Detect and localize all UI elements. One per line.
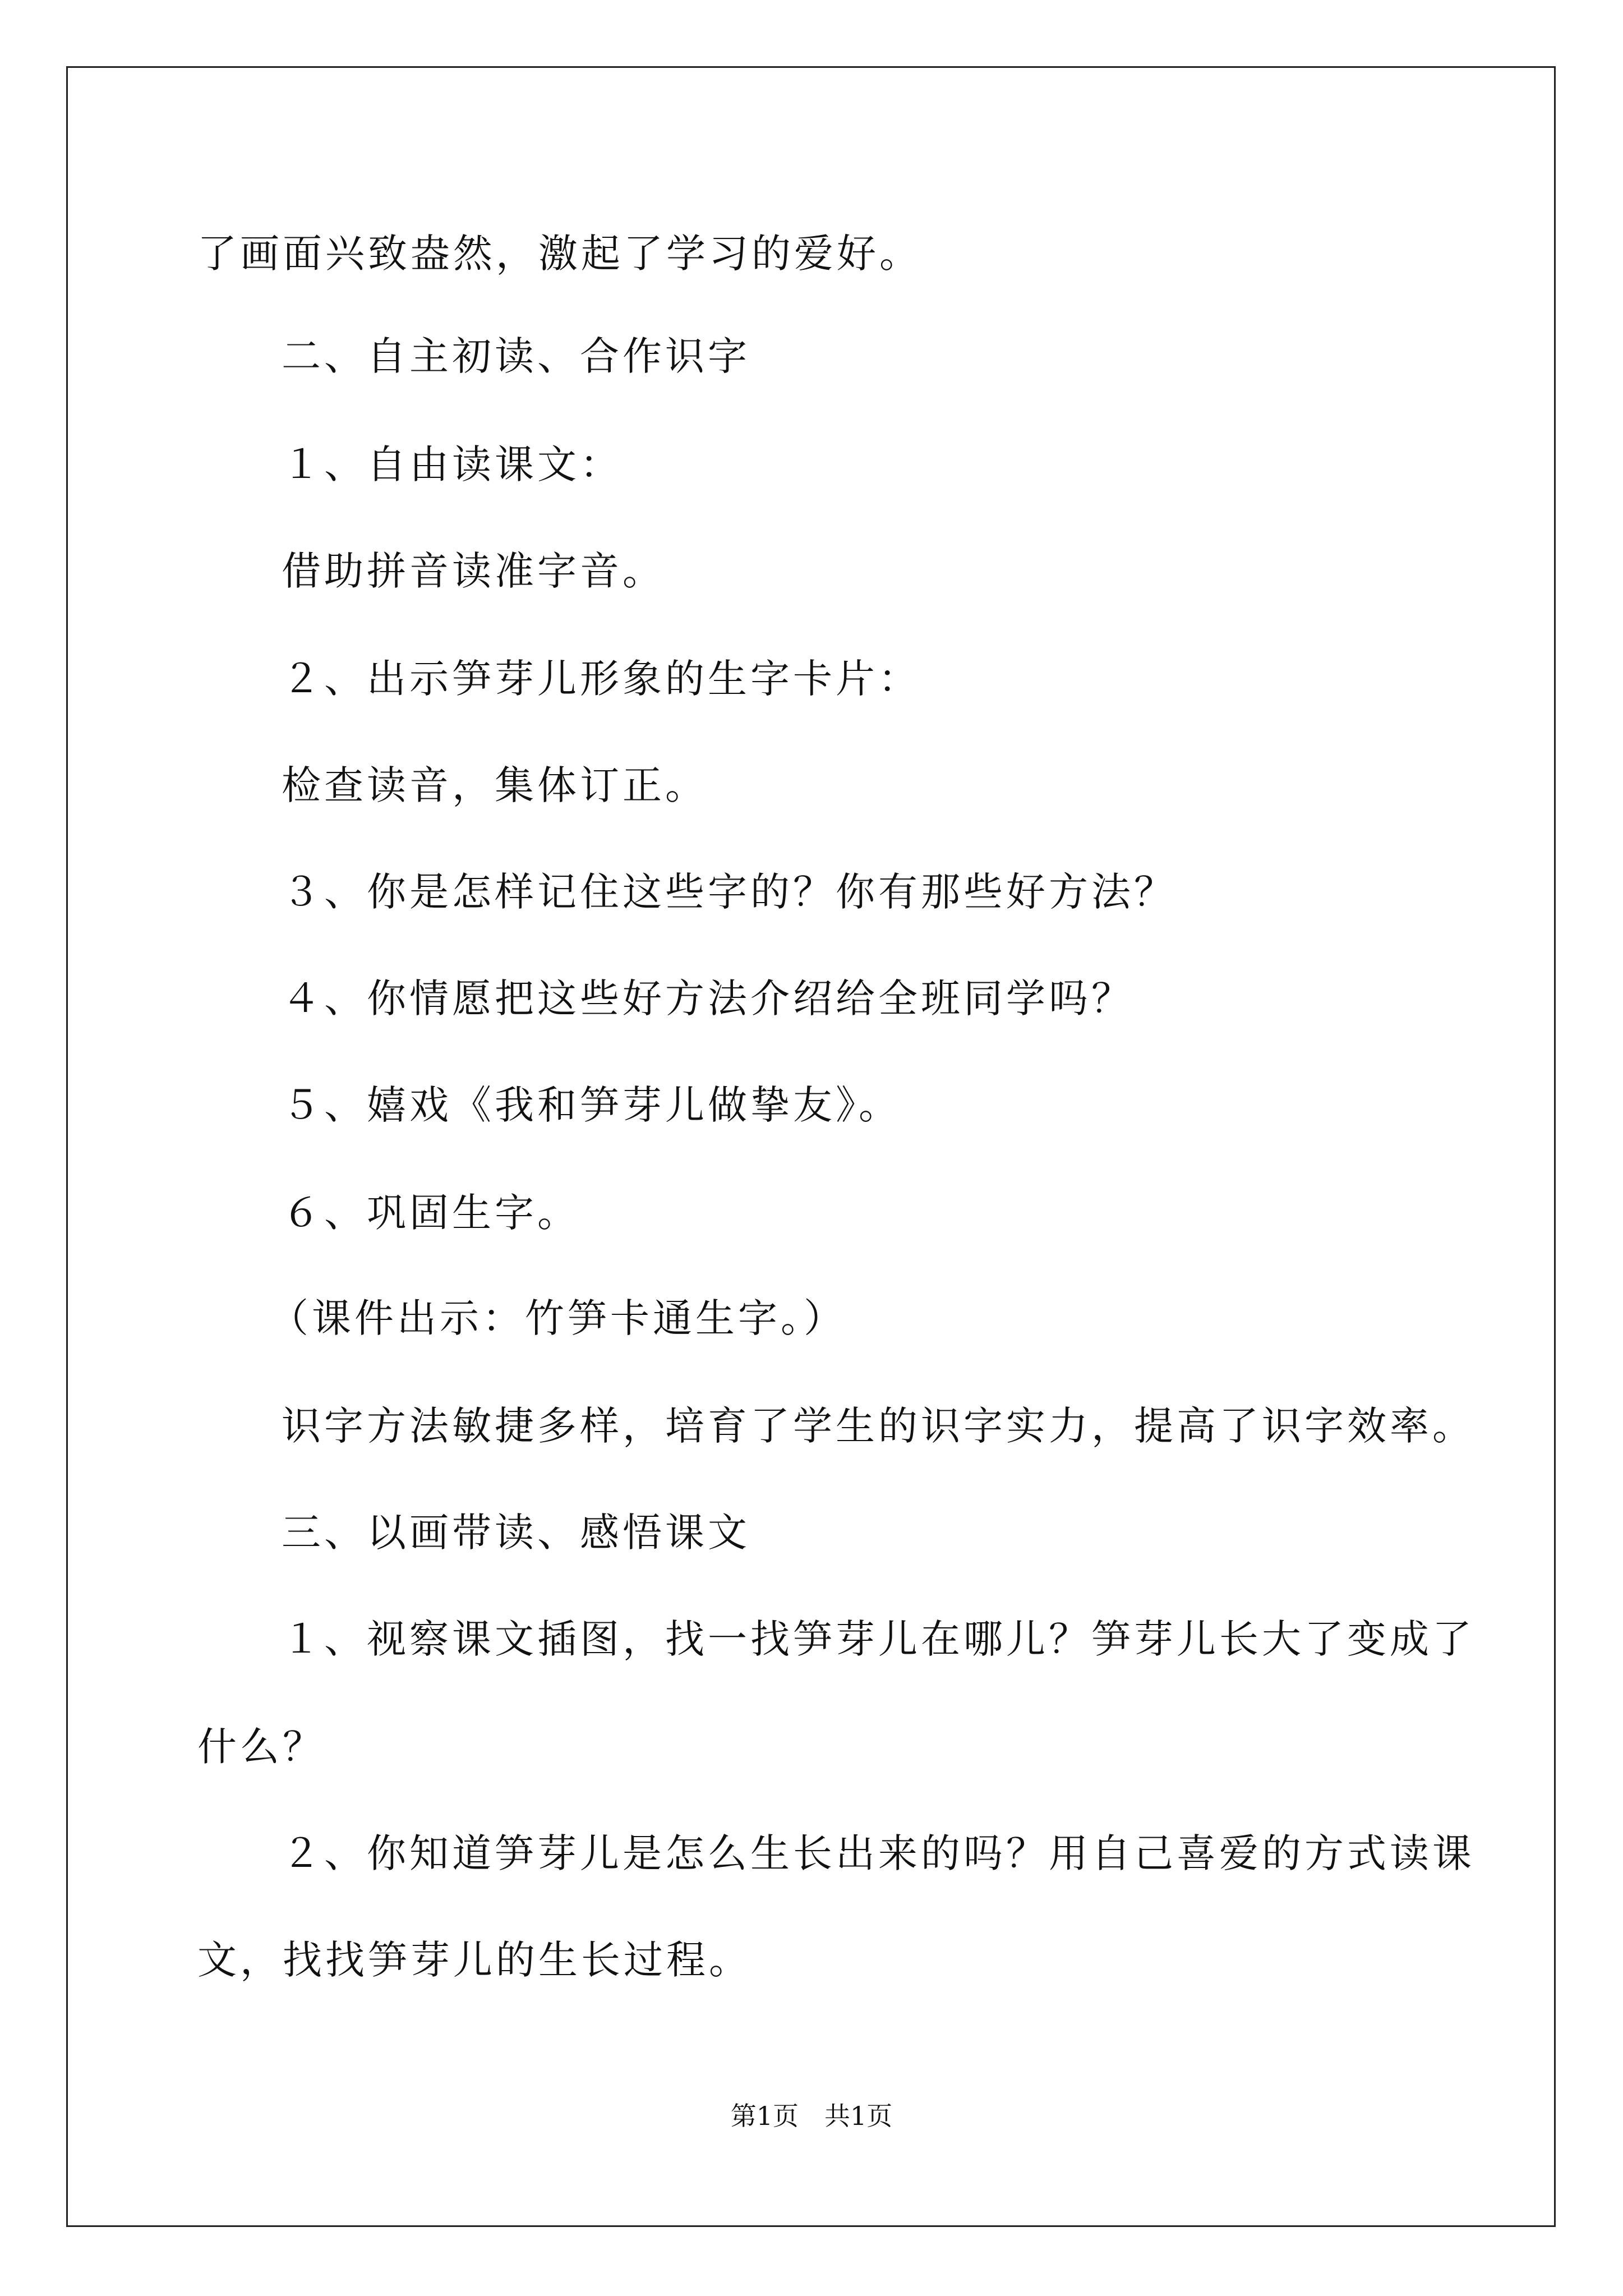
page-number: 第1页 共1页 (730, 2101, 893, 2131)
list-item: ２、你知道笋芽儿是怎么生长出来的吗？用自己喜爱的方式读课 (282, 1830, 1475, 1876)
list-item-continuation: 文，找找笋芽儿的生长过程。 (197, 1937, 751, 1983)
list-item: ２、出示笋芽儿形象的生字卡片： (282, 656, 921, 702)
list-item: ３、你是怎样记住这些字的？你有那些好方法？ (282, 869, 1177, 915)
list-item: ６、巩固生字。 (282, 1190, 580, 1236)
list-item: ５、嬉戏《我和笋芽儿做挚友》。 (282, 1082, 901, 1128)
list-item: １、自由读课文： (282, 441, 623, 487)
list-item-continuation: 什么？ (197, 1724, 325, 1770)
section-heading: 三、以画带读、感悟课文 (282, 1510, 750, 1556)
paragraph: 了画面兴致盎然，激起了学习的爱好。 (197, 231, 922, 277)
section-heading: 二、自主初读、合作识字 (282, 333, 750, 379)
paragraph: 借助拼音读准字音。 (282, 548, 665, 594)
page-border (66, 66, 1556, 2227)
list-item: ４、你情愿把这些好方法介绍给全班同学吗？ (282, 976, 1134, 1022)
paragraph: 识字方法敏捷多样，培育了学生的识字实力，提高了识字效率。 (282, 1403, 1475, 1449)
paragraph: （课件出示：竹笋卡通生字。） (269, 1295, 846, 1341)
paragraph: 检查读音，集体订正。 (282, 762, 708, 808)
list-item: １、视察课文插图，找一找笋芽儿在哪儿？笋芽儿长大了变成了 (282, 1616, 1475, 1662)
